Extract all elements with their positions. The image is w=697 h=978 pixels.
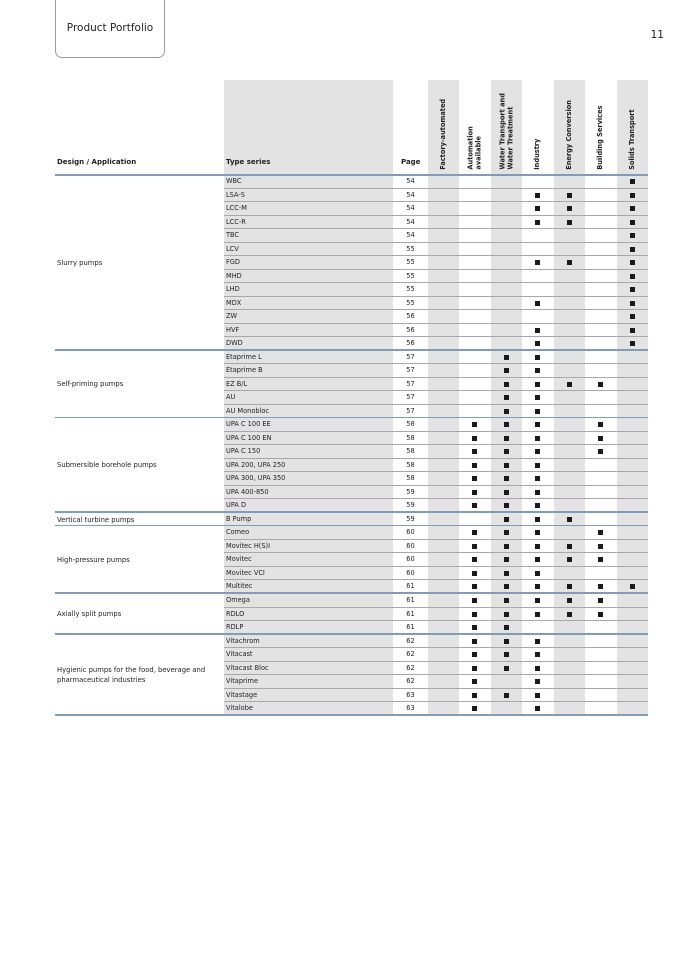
type-series-header: Type series: [226, 158, 271, 166]
square-mark-icon: [472, 679, 477, 684]
square-mark-icon: [535, 517, 540, 522]
square-mark-icon: [472, 449, 477, 454]
square-mark-icon: [504, 639, 509, 644]
square-mark-icon: [630, 341, 635, 346]
page-cell: 62: [406, 663, 415, 672]
square-mark-icon: [504, 517, 509, 522]
page-cell: 54: [406, 190, 415, 199]
type-series-cell: FGD: [226, 258, 240, 267]
column-header-line: Water Treatment: [505, 107, 514, 170]
type-series-cell: AU: [226, 393, 236, 402]
page-cell: 54: [406, 231, 415, 240]
square-mark-icon: [535, 341, 540, 346]
column-header-line: Automation: [465, 126, 474, 170]
square-mark-icon: [630, 233, 635, 238]
square-mark-icon: [504, 571, 509, 576]
square-mark-icon: [630, 584, 635, 589]
type-series-cell: Movitec VCI: [226, 568, 265, 577]
square-mark-icon: [567, 598, 572, 603]
table-row: [0, 540, 697, 554]
type-series-cell: Movitec H(S)I: [226, 541, 271, 550]
square-mark-icon: [535, 382, 540, 387]
page-cell: 55: [406, 271, 415, 280]
table-row: [0, 283, 697, 297]
square-mark-icon: [630, 193, 635, 198]
square-mark-icon: [535, 652, 540, 657]
square-mark-icon: [504, 422, 509, 427]
square-mark-icon: [535, 639, 540, 644]
table-row: [0, 594, 697, 608]
group-divider: [55, 714, 648, 716]
square-mark-icon: [504, 409, 509, 414]
square-mark-icon: [567, 206, 572, 211]
table-row: [0, 635, 697, 649]
square-mark-icon: [535, 666, 540, 671]
page-cell: 61: [406, 582, 415, 591]
table-row: [0, 580, 697, 594]
square-mark-icon: [504, 666, 509, 671]
table-row: [0, 351, 697, 365]
square-mark-icon: [567, 544, 572, 549]
page-cell: 58: [406, 447, 415, 456]
design-application-label: Self-priming pumps: [57, 380, 124, 389]
square-mark-icon: [504, 395, 509, 400]
square-mark-icon: [630, 314, 635, 319]
square-mark-icon: [598, 584, 603, 589]
type-series-cell: Etaprime L: [226, 352, 262, 361]
table-row: [0, 243, 697, 257]
type-series-cell: Omega: [226, 595, 250, 604]
type-series-cell: Comeo: [226, 528, 250, 537]
square-mark-icon: [535, 206, 540, 211]
type-series-cell: Multitec: [226, 582, 253, 591]
square-mark-icon: [535, 598, 540, 603]
type-series-cell: LSA-S: [226, 190, 245, 199]
page-cell: 63: [406, 690, 415, 699]
page-cell: 54: [406, 204, 415, 213]
type-series-cell: MDX: [226, 298, 242, 307]
type-series-cell: AU Monobloc: [226, 406, 270, 415]
page-cell: 56: [406, 325, 415, 334]
column-header-automation-available: [459, 82, 490, 170]
square-mark-icon: [535, 422, 540, 427]
column-header-solids-transport: [617, 82, 648, 170]
square-mark-icon: [630, 247, 635, 252]
column-header-line: Solids Transport: [627, 109, 636, 170]
table-row: [0, 337, 697, 351]
square-mark-icon: [504, 584, 509, 589]
section-tab: [55, 0, 165, 58]
page-cell: 58: [406, 420, 415, 429]
square-mark-icon: [472, 530, 477, 535]
square-mark-icon: [535, 544, 540, 549]
square-mark-icon: [567, 517, 572, 522]
square-mark-icon: [535, 449, 540, 454]
page-cell: 60: [406, 555, 415, 564]
square-mark-icon: [567, 193, 572, 198]
square-mark-icon: [472, 422, 477, 427]
square-mark-icon: [535, 584, 540, 589]
square-mark-icon: [598, 544, 603, 549]
column-header-line: Factory-automated: [438, 99, 447, 170]
square-mark-icon: [567, 557, 572, 562]
square-mark-icon: [535, 490, 540, 495]
table-row: [0, 702, 697, 716]
type-series-cell: HVF: [226, 325, 240, 334]
table-row: [0, 391, 697, 405]
table-row: [0, 405, 697, 419]
page-cell: 60: [406, 568, 415, 577]
square-mark-icon: [598, 557, 603, 562]
square-mark-icon: [472, 557, 477, 562]
table-row: [0, 432, 697, 446]
column-header-building-services: [585, 82, 616, 170]
square-mark-icon: [630, 179, 635, 184]
page-cell: 61: [406, 623, 415, 632]
page-cell: 57: [406, 352, 415, 361]
square-mark-icon: [567, 382, 572, 387]
page-cell: 57: [406, 366, 415, 375]
type-series-cell: UPA 400-850: [226, 487, 269, 496]
page-header: Page: [401, 158, 421, 166]
square-mark-icon: [535, 260, 540, 265]
column-header-industry: [522, 82, 553, 170]
square-mark-icon: [630, 220, 635, 225]
type-series-cell: UPA C 150: [226, 447, 261, 456]
page-cell: 62: [406, 636, 415, 645]
square-mark-icon: [535, 220, 540, 225]
square-mark-icon: [535, 693, 540, 698]
type-series-cell: MHD: [226, 271, 242, 280]
square-mark-icon: [504, 530, 509, 535]
square-mark-icon: [535, 463, 540, 468]
square-mark-icon: [567, 612, 572, 617]
table-row: [0, 499, 697, 513]
page-cell: 59: [406, 487, 415, 496]
page-cell: 54: [406, 177, 415, 185]
square-mark-icon: [598, 422, 603, 427]
page-cell: 63: [406, 704, 415, 713]
table-row: [0, 567, 697, 581]
design-application-label: Submersible borehole pumps: [57, 461, 157, 470]
square-mark-icon: [504, 693, 509, 698]
square-mark-icon: [598, 382, 603, 387]
square-mark-icon: [472, 639, 477, 644]
type-series-cell: EZ B/L: [226, 379, 248, 388]
type-series-cell: Etaprime B: [226, 366, 263, 375]
column-header-water-transport: [491, 82, 522, 170]
square-mark-icon: [630, 274, 635, 279]
design-application-label: Axially split pumps: [57, 610, 122, 619]
square-mark-icon: [472, 463, 477, 468]
table-row: [0, 486, 697, 500]
square-mark-icon: [504, 490, 509, 495]
type-series-cell: Vitachrom: [226, 636, 260, 645]
type-series-cell: UPA C 100 EN: [226, 433, 272, 442]
table-row: [0, 445, 697, 459]
square-mark-icon: [504, 382, 509, 387]
page-cell: 57: [406, 379, 415, 388]
square-mark-icon: [535, 301, 540, 306]
square-mark-icon: [535, 355, 540, 360]
square-mark-icon: [504, 355, 509, 360]
page-cell: 55: [406, 285, 415, 294]
design-application-label: Vertical turbine pumps: [57, 515, 135, 524]
square-mark-icon: [472, 476, 477, 481]
square-mark-icon: [598, 530, 603, 535]
square-mark-icon: [598, 449, 603, 454]
square-mark-icon: [535, 612, 540, 617]
table-row: [0, 229, 697, 243]
design-application-header: Design / Application: [57, 158, 137, 166]
square-mark-icon: [535, 395, 540, 400]
square-mark-icon: [630, 260, 635, 265]
square-mark-icon: [472, 652, 477, 657]
square-mark-icon: [630, 328, 635, 333]
table-row: [0, 472, 697, 486]
type-series-cell: WBC: [226, 177, 242, 185]
type-series-cell: UPA 300, UPA 350: [226, 474, 286, 483]
square-mark-icon: [472, 625, 477, 630]
square-mark-icon: [535, 503, 540, 508]
column-header-energy-conversion: [554, 82, 585, 170]
square-mark-icon: [504, 368, 509, 373]
type-series-cell: TBC: [226, 231, 240, 240]
page-cell: 60: [406, 528, 415, 537]
table-row: [0, 297, 697, 311]
square-mark-icon: [598, 436, 603, 441]
column-header-line: Building Services: [595, 105, 604, 170]
page-cell: 59: [406, 514, 415, 523]
type-series-cell: UPA D: [226, 501, 247, 510]
square-mark-icon: [504, 476, 509, 481]
table-row: [0, 526, 697, 540]
square-mark-icon: [598, 612, 603, 617]
type-series-cell: DWD: [226, 339, 243, 348]
type-series-cell: RDLP: [226, 623, 244, 632]
table-row: [0, 621, 697, 635]
square-mark-icon: [535, 193, 540, 198]
type-series-cell: RDLO: [226, 609, 245, 618]
type-series-cell: Vitastage: [226, 690, 258, 699]
column-header-line: Industry: [532, 138, 541, 170]
type-series-cell: UPA C 100 EE: [226, 420, 271, 429]
table-row: [0, 189, 697, 203]
square-mark-icon: [504, 557, 509, 562]
square-mark-icon: [535, 368, 540, 373]
page-cell: 56: [406, 339, 415, 348]
table-row: [0, 270, 697, 284]
type-series-cell: Movitec: [226, 555, 252, 564]
square-mark-icon: [504, 625, 509, 630]
type-series-cell: B Pump: [226, 514, 252, 523]
square-mark-icon: [567, 220, 572, 225]
square-mark-icon: [535, 409, 540, 414]
square-mark-icon: [535, 706, 540, 711]
page-cell: 55: [406, 244, 415, 253]
table-row: [0, 175, 697, 189]
section-tab-label: Product Portfolio: [66, 22, 154, 34]
page-number: 11: [650, 29, 664, 41]
square-mark-icon: [472, 693, 477, 698]
table-row: [0, 310, 697, 324]
square-mark-icon: [472, 584, 477, 589]
page-cell: 57: [406, 393, 415, 402]
square-mark-icon: [630, 287, 635, 292]
type-series-cell: LCC-R: [226, 217, 246, 226]
type-series-cell: LCV: [226, 244, 239, 253]
type-series-cell: Vitalobe: [226, 704, 253, 713]
square-mark-icon: [504, 436, 509, 441]
square-mark-icon: [504, 503, 509, 508]
square-mark-icon: [504, 544, 509, 549]
square-mark-icon: [567, 584, 572, 589]
square-mark-icon: [567, 260, 572, 265]
design-application-label: Slurry pumps: [57, 258, 103, 267]
square-mark-icon: [472, 571, 477, 576]
square-mark-icon: [535, 557, 540, 562]
column-header-line: available: [473, 136, 482, 170]
square-mark-icon: [472, 490, 477, 495]
square-mark-icon: [504, 612, 509, 617]
square-mark-icon: [598, 598, 603, 603]
square-mark-icon: [535, 679, 540, 684]
page-cell: 62: [406, 677, 415, 686]
page-cell: 61: [406, 609, 415, 618]
square-mark-icon: [535, 530, 540, 535]
square-mark-icon: [630, 301, 635, 306]
page-cell: 60: [406, 541, 415, 550]
design-application-label: Hygienic pumps for the food, beverage and pharmaceutical industries: [57, 665, 206, 685]
square-mark-icon: [472, 436, 477, 441]
table-row: [0, 364, 697, 378]
type-series-cell: LHD: [226, 285, 240, 294]
page-cell: 59: [406, 501, 415, 510]
page-cell: 56: [406, 312, 415, 321]
table-row: [0, 689, 697, 703]
table-row: [0, 418, 697, 432]
table-row: [0, 324, 697, 338]
page-cell: 58: [406, 460, 415, 469]
page-cell: 55: [406, 258, 415, 267]
square-mark-icon: [504, 463, 509, 468]
page-cell: 57: [406, 406, 415, 415]
design-application-label: High-pressure pumps: [57, 556, 130, 565]
page-cell: 58: [406, 433, 415, 442]
square-mark-icon: [535, 436, 540, 441]
type-series-cell: Vitacast Bloc: [226, 663, 269, 672]
page-cell: 58: [406, 474, 415, 483]
square-mark-icon: [535, 571, 540, 576]
square-mark-icon: [472, 706, 477, 711]
type-series-cell: Vitaprime: [226, 677, 259, 686]
square-mark-icon: [504, 598, 509, 603]
table-row: [0, 202, 697, 216]
square-mark-icon: [472, 503, 477, 508]
square-mark-icon: [535, 328, 540, 333]
square-mark-icon: [472, 666, 477, 671]
square-mark-icon: [630, 206, 635, 211]
square-mark-icon: [535, 476, 540, 481]
type-series-cell: ZW: [226, 312, 238, 321]
table-row: [0, 216, 697, 230]
type-series-cell: Vitacast: [226, 650, 253, 659]
type-series-cell: UPA 200, UPA 250: [226, 460, 286, 469]
portfolio-table-body: [0, 175, 697, 716]
table-row: [0, 648, 697, 662]
page-cell: 55: [406, 298, 415, 307]
column-header-factory-automated: [428, 82, 459, 170]
square-mark-icon: [472, 544, 477, 549]
square-mark-icon: [504, 652, 509, 657]
square-mark-icon: [472, 612, 477, 617]
column-header-line: Energy Conversion: [564, 100, 573, 170]
square-mark-icon: [504, 449, 509, 454]
page-cell: 61: [406, 595, 415, 604]
page-cell: 54: [406, 217, 415, 226]
page-cell: 62: [406, 650, 415, 659]
square-mark-icon: [472, 598, 477, 603]
type-series-cell: LCC-M: [226, 204, 247, 213]
column-header-line: Water Transport and: [497, 93, 506, 170]
